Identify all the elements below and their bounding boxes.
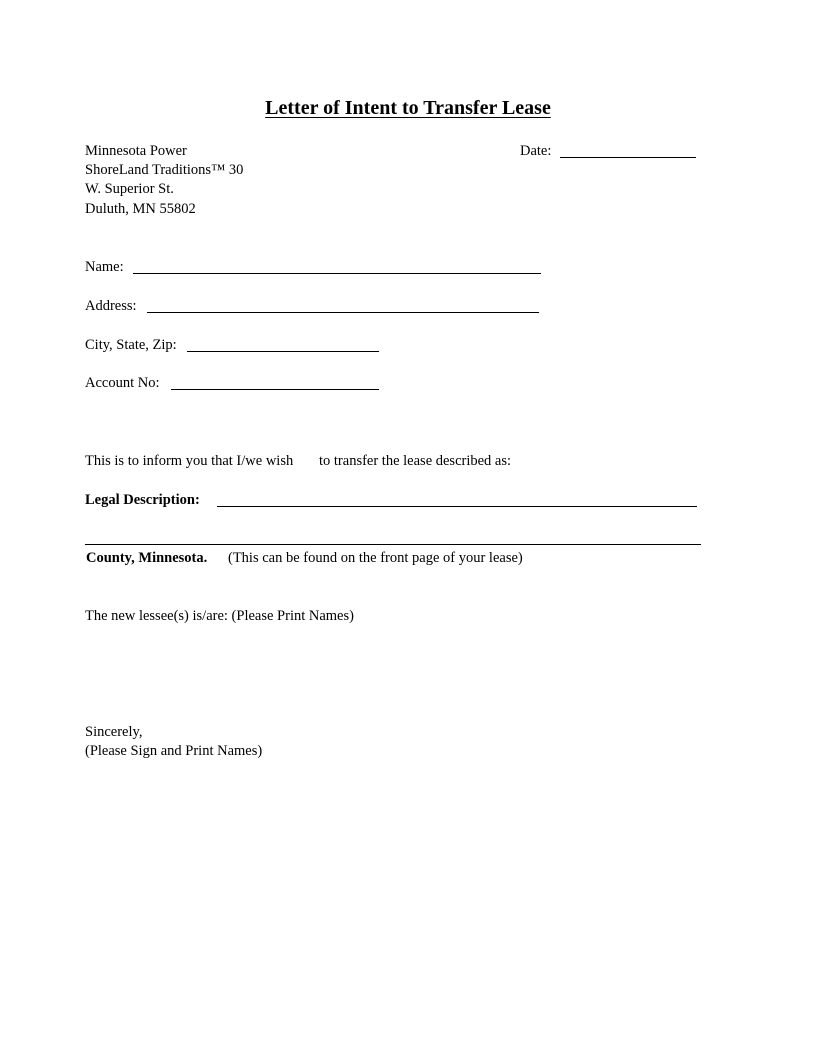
recipient-line-4: Duluth, MN 55802 [85, 201, 196, 217]
recipient-line-1: Minnesota Power [85, 143, 187, 159]
address-label: Address: [85, 298, 137, 314]
county-label: County, Minnesota. [86, 550, 208, 566]
legal-description-label: Legal Description: [85, 492, 200, 508]
date-line[interactable] [560, 157, 696, 158]
sincerely-text: Sincerely, [85, 724, 143, 740]
address-line[interactable] [147, 312, 539, 313]
sign-note-text: (Please Sign and Print Names) [85, 743, 263, 759]
recipient-line-3: W. Superior St. [85, 181, 174, 197]
name-label: Name: [85, 259, 124, 275]
new-lessee-text: The new lessee(s) is/are: (Please Print Names) [85, 608, 354, 624]
name-line[interactable] [133, 273, 541, 274]
inform-text-part2: to transfer the lease described as: [319, 453, 512, 469]
recipient-line-2: ShoreLand Traditions™ 30 [85, 162, 244, 178]
city-state-zip-label: City, State, Zip: [85, 337, 177, 353]
legal-description-line[interactable] [217, 506, 697, 507]
legal-description-line-2[interactable] [85, 544, 701, 545]
city-state-zip-line[interactable] [187, 351, 379, 352]
letter-title-text: Letter of Intent to Transfer Lease [265, 97, 551, 119]
date-label: Date: [520, 143, 552, 159]
county-note: (This can be found on the front page of your lease) [228, 550, 523, 566]
account-no-label: Account No: [85, 375, 160, 391]
letter-title [0, 95, 816, 121]
inform-text-part1: This is to inform you that I/we wish [85, 453, 294, 469]
account-no-line[interactable] [171, 389, 379, 390]
